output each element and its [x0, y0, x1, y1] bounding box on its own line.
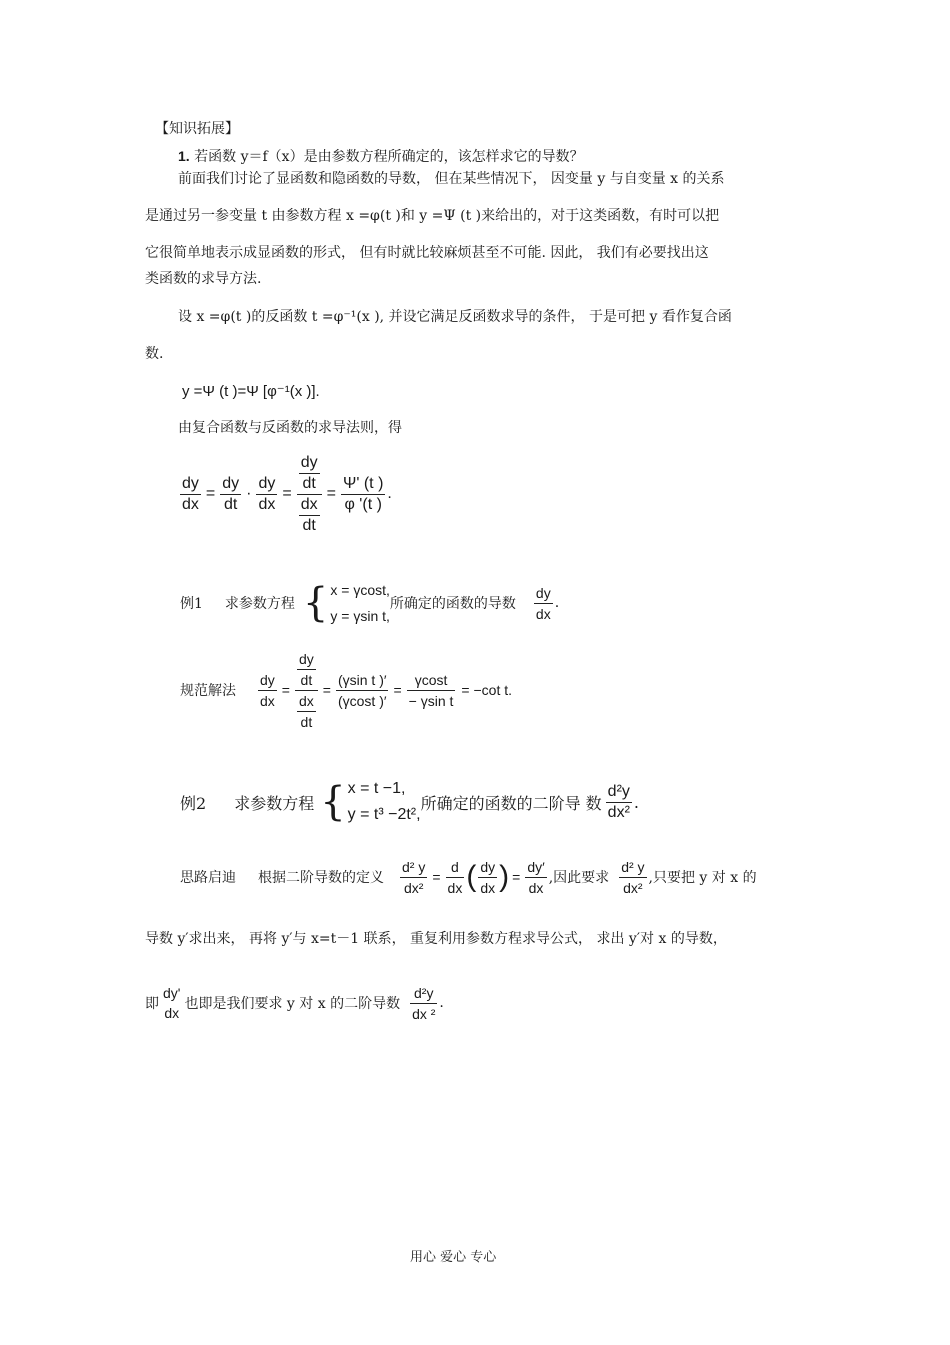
example-1-text: 求参数方程 — [224, 596, 295, 612]
fraction-dyprime-dx: dy' dx — [163, 985, 181, 1021]
paragraph-1-line-1: 前面我们讨论了显函数和隐函数的导数， 但在某些情况下， 因变量 y 与自变量 x 的关系 — [178, 171, 725, 187]
fraction-dy-dx-2: $\frac{dy}{dx}$ — [258, 474, 276, 513]
brace-icon: { — [302, 580, 329, 626]
page-footer: 用心 爱心 专心 — [410, 1250, 497, 1265]
fraction-cos-sin: $\frac{\gamma\cos t}{\text{− γsin t}}$ — [408, 671, 454, 709]
paragraph-1-line-2: 是通过另一参变量 t 由参数方程 x =φ(t )和 y =Ψ (t )来给出的，对于这类函数，有时可以把 — [145, 208, 720, 224]
idea-end: ,只要把 y 对 x 的 — [648, 870, 757, 886]
example-2-label: 例2 — [180, 793, 207, 813]
fraction-dy-dt: $\frac{dy}{dt}$ — [222, 474, 240, 513]
paragraph-1-line-3: 它很简单地表示成显函数的形式， 但有时就比较麻烦甚至不可能. 因此， 我们有必要找出这 — [145, 245, 709, 261]
p5-mid: 也即是我们要求 y 对 x 的二阶导数 — [184, 996, 401, 1012]
fraction-psi-phi: $\frac{\Psi' (t )}{\varphi '(t )}$ — [342, 474, 384, 513]
section-heading: 【知识拓展】 — [155, 121, 239, 137]
fraction-dy-dx: $\frac{dy}{dx}$ — [535, 584, 551, 622]
fraction-d2y-dx2: $\frac{\text{d²y}}{\text{dx ²}}$ — [412, 984, 436, 1022]
question-1 — [178, 147, 584, 166]
fraction-dy-dx: $\frac{dy}{dx}$ — [260, 671, 275, 709]
equation-system: x = t −1, y = t³ −2t², — [347, 780, 421, 823]
compound-fraction: $\frac{\frac{dy}{dt}}{\frac{dx}{dt}}$ — [297, 453, 322, 536]
fraction-d-dx: $\frac{d}{dx}$ — [447, 858, 463, 896]
composite-equation: y =Ψ (t )=Ψ [φ⁻¹(x )]. — [182, 383, 320, 400]
fraction-derivatives: $\frac{\text{(γsin t )′}}{(\gamma\cos t )'}$ — [337, 671, 387, 709]
fraction-dyprime-dx: $\frac{dy'}{dx}$ — [527, 858, 545, 896]
paragraph-3: 由复合函数与反函数的求导法则，得 — [178, 420, 402, 436]
example-1-after: 所确定的函数的导数 — [389, 596, 516, 612]
p5-pre: 即 — [145, 996, 159, 1012]
fraction-d2y-dx2: $\frac{\text{d²y}}{\text{dx²}}$ — [607, 782, 630, 821]
idea-mid: ,因此要求 — [548, 870, 610, 886]
paragraph-1-line-4: 类函数的求导方法. — [145, 271, 262, 287]
paragraph-2-line-1: 设 x =φ(t )的反函数 t =φ⁻¹(x ), 并设它满足反函数求导的条件， 于是可把 y 看作复合函 — [178, 309, 732, 325]
fraction-dy-dx: $\frac{dy}{dx}$ — [182, 474, 199, 513]
fraction-d2y-dx2-2: $\frac{\text{d² y}}{\text{dx²}}$ — [621, 858, 645, 896]
example-2-text: 求参数方程 — [234, 793, 315, 813]
solution-result: = −cot t. — [461, 682, 513, 698]
question-text: 若函数 y＝f（x）是由参数方程所确定的，该怎样求它的导数？ — [194, 149, 584, 165]
idea-line: 思路启迪 根据二阶导数的定义 $\frac{\text{d² y}}{\text{dx²}}$ = $\frac{d}{dx}$ ( $\frac{dy}{dx}$ ) = $\frac{dy'}{dx}$ ,因此要求 $\frac{\text{d² y}}{\text{dx²}}$ ,只要把 y 对 x 的 — [180, 858, 757, 896]
paragraph-5: 即 dy' dx 也即是我们要求 y 对 x 的二阶导数 $\frac{\text{d²y}}{\text{dx ²}}$ . — [145, 984, 444, 1022]
derivative-formula: $\frac{dy}{dx}$ = $\frac{dy}{dt}$ · $\frac{dy}{dx}$ = $\frac{\frac{dy}{dt}}{\frac{dx}{dt}}$ = $\frac{\Psi' (t )}{\varphi '(t )}$ . — [182, 453, 392, 534]
idea-text: 根据二阶导数的定义 — [258, 870, 384, 886]
paragraph-4: 导数 y′求出来， 再将 y′与 x=t－1 联系， 重复利用参数方程求导公式， 求出 y′对 x 的导数， — [145, 931, 727, 947]
question-number: 1. — [178, 148, 190, 164]
fraction-dy-dx: $\frac{dy}{dx}$ — [480, 858, 496, 896]
brace-icon: { — [320, 779, 346, 825]
example-1: 例1 求参数方程 { x = γcost, y = γsin t, 所确定的函数的导数 $\frac{dy}{dx}$ . — [180, 578, 559, 628]
example-1-label: 例1 — [180, 596, 203, 612]
fraction-d2y-dx2: $\frac{\text{d² y}}{\text{dx²}}$ — [402, 858, 426, 896]
solution-label: 规范解法 — [180, 683, 236, 699]
compound-fraction: $\frac{\frac{dy}{dt}}{\frac{dx}{dt}}$ — [295, 649, 318, 732]
equation-system: x = γcost, y = γsin t, — [330, 582, 390, 624]
paragraph-2-line-2: 数. — [145, 346, 164, 362]
example-2: 例2 求参数方程 { x = t −1, y = t³ −2t², 所确定的函数的二阶导 数 $\frac{\text{d²y}}{\text{dx²}}$ . — [180, 774, 639, 830]
solution-1: 规范解法 $\frac{dy}{dx}$ = $\frac{\frac{dy}{dt}}{\frac{dx}{dt}}$ = $\frac{\text{(γsin t )′}}{(\gamma\cos t )'}$ = $\frac{\gamma\cos t}{\text{− γsin t}}$ = −cot t. — [180, 650, 513, 730]
idea-label: 思路启迪 — [180, 870, 236, 886]
example-2-after: 所确定的函数的二阶导 数 — [420, 793, 602, 813]
